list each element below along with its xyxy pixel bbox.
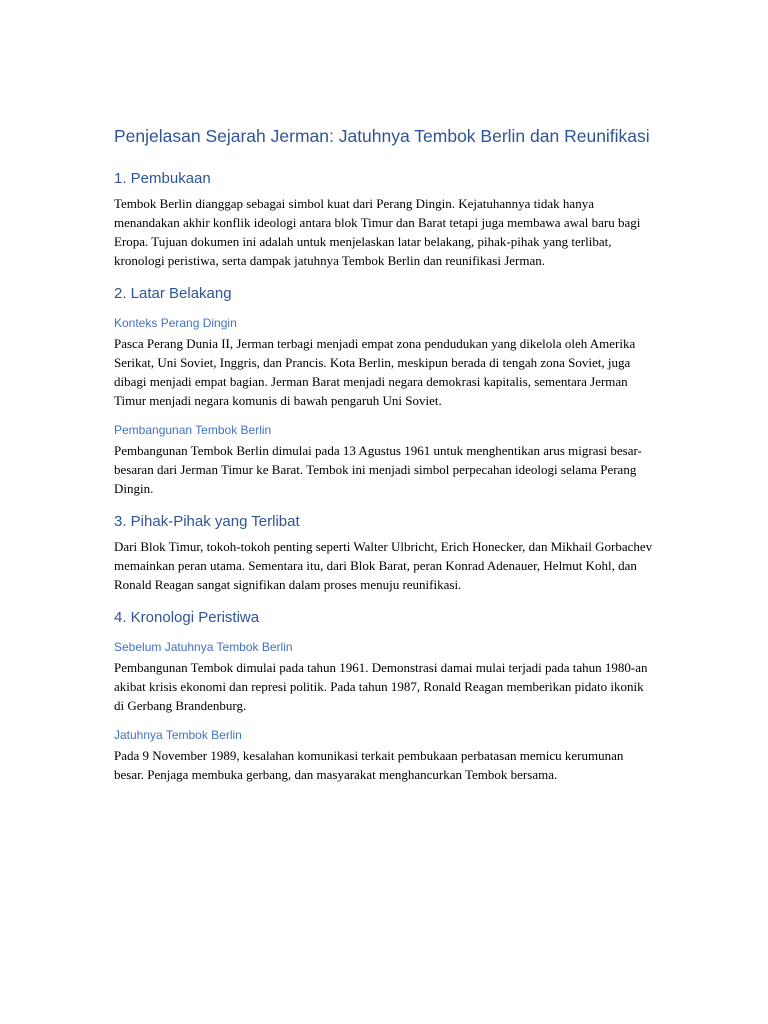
section-paragraph: Tembok Berlin dianggap sebagai simbol kuat dari Perang Dingin. Kejatuhannya tidak hanya menandakan akhir konflik ideologi antara blok Timur dan Barat tetapi juga membawa awal baru bagi Eropa. Tujuan dokumen ini adalah untuk menjelaskan latar belakang, pihak-pihak yang terlibat, kronologi peristiwa, serta dampak jatuhnya Tembok Berlin dan reunifikasi Jerman. xyxy=(114,196,641,268)
section-heading: 4. Kronologi Peristiwa xyxy=(114,609,260,626)
subsection-paragraph: Pembangunan Tembok Berlin dimulai pada 13 Agustus 1961 untuk menghentikan arus migrasi besar-besaran dari Jerman Timur ke Barat. Tembok ini menjadi simbol perpecahan ideologi selama Perang Dingin. xyxy=(114,443,642,496)
section-pembukaan xyxy=(114,169,654,270)
subsection-heading: Pembangunan Tembok Berlin xyxy=(114,423,272,437)
subsection-heading: Konteks Perang Dingin xyxy=(114,316,237,330)
section-heading: 3. Pihak-Pihak yang Terlibat xyxy=(114,513,300,530)
subsection-paragraph: Pembangunan Tembok dimulai pada tahun 1961. Demonstrasi damai mulai terjadi pada tahun 1980-an akibat krisis ekonomi dan represi politik. Pada tahun 1987, Ronald Reagan memberikan pidato ikonik di Gerbang Brandenburg. xyxy=(114,660,648,713)
subsection-paragraph: Pada 9 November 1989, kesalahan komunikasi terkait pembukaan perbatasan memicu kerumunan besar. Penjaga membuka gerbang, dan masyarakat menghancurkan Tembok bersama. xyxy=(114,748,624,782)
section-kronologi xyxy=(114,608,654,784)
subsection-heading: Sebelum Jatuhnya Tembok Berlin xyxy=(114,640,293,654)
section-latar-belakang xyxy=(114,284,654,498)
section-heading: 1. Pembukaan xyxy=(114,170,211,187)
document-title: Penjelasan Sejarah Jerman: Jatuhnya Tembok Berlin dan Reunifikasi xyxy=(114,126,650,146)
subsection-paragraph: Pasca Perang Dunia II, Jerman terbagi menjadi empat zona pendudukan yang dikelola oleh Amerika Serikat, Uni Soviet, Inggris, dan Prancis. Kota Berlin, meskipun berada di tengah zona Soviet, juga dibagi menjadi empat bagian. Jerman Barat menjadi negara demokrasi kapitalis, sementara Jerman Timur menjadi negara komunis di bawah pengaruh Uni Soviet. xyxy=(114,336,636,408)
subsection-heading: Jatuhnya Tembok Berlin xyxy=(114,728,242,742)
document-content xyxy=(114,123,654,784)
section-paragraph: Dari Blok Timur, tokoh-tokoh penting seperti Walter Ulbricht, Erich Honecker, dan Mikhail Gorbachev memainkan peran utama. Sementara itu, dari Blok Barat, peran Konrad Adenauer, Helmut Kohl, dan Ronald Reagan sangat signifikan dalam proses menuju reunifikasi. xyxy=(114,539,653,592)
section-pihak-pihak xyxy=(114,512,654,594)
section-heading: 2. Latar Belakang xyxy=(114,285,232,302)
